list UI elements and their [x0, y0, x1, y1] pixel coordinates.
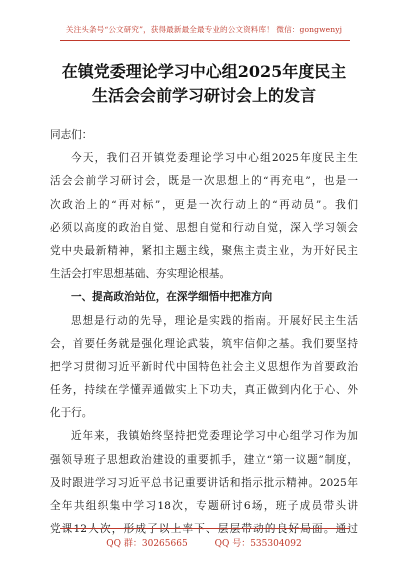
paragraph-1-line: 今天，我们召开镇党委理论学习中心组2025年度民主生 — [71, 152, 358, 165]
footer-qq-group: QQ 群：30265665 — [106, 539, 188, 549]
paragraph-2-line: 会，首要任务就是强化理论武装，筑牢信仰之基。我们要坚持 — [50, 337, 358, 350]
paragraph-3-line: 党课12人次，形成了以上率下、层层带动的良好局面。通过 — [50, 523, 358, 536]
document-body — [50, 124, 358, 541]
title-line-2: 生活会会前学习研讨会上的发言 — [91, 86, 316, 105]
paragraph-1-line: 党中央最新精神，紧扣主题主线，聚焦主责主业，为开好民主 — [50, 244, 358, 257]
paragraph-3-line: 全年共组织集中学习18次，专题研讨6场，班子成员带头讲 — [50, 500, 358, 512]
bottom-divider — [60, 528, 350, 529]
section-heading-1: 一、提高政治站位，在深学细悟中把准方向 — [71, 291, 273, 304]
footer-qq-number: QQ 号：535304092 — [214, 539, 302, 549]
paragraph-1-line: 次政治上的“再对标”，更是一次行动上的“再动员”。我们 — [50, 198, 358, 211]
title-line-1: 在镇党委理论学习中心组2025年度民主 — [61, 62, 347, 81]
paragraph-2-line: 化于行。 — [50, 407, 93, 420]
top-divider — [60, 40, 350, 41]
paragraph-3-line: 及时跟进学习习近平总书记重要讲话和指示批示精神。2025年 — [50, 476, 358, 489]
paragraph-3-line: 强领导班子思想政治建设的重要抓手，建立“第一议题”制度， — [50, 453, 358, 466]
paragraph-1-line: 活会会前学习研讨会，既是一次思想上的“再充电”，也是一 — [50, 175, 358, 188]
paragraph-1-line: 生活会打牢思想基础、夯实理论根基。 — [50, 268, 231, 281]
paragraph-2-line: 任务，持续在学懂弄通做实上下功夫，真正做到内化于心、外 — [50, 384, 358, 397]
document-title — [0, 60, 408, 108]
top-banner: 关注头条号“公文研究”，获得最新最全最专业的公文资料库！ 微信：gongwenyj — [65, 25, 343, 34]
paragraph-1-line: 必须以高度的政治自觉、思想自觉和行动自觉，深入学习领会 — [50, 221, 358, 234]
footer — [0, 536, 408, 549]
paragraph-2-line: 把学习贯彻习近平新时代中国特色社会主义思想作为首要政治 — [50, 360, 358, 373]
paragraph-3-line: 近年来，我镇始终坚持把党委理论学习中心组学习作为加 — [71, 430, 358, 443]
salutation: 同志们： — [50, 129, 93, 141]
paragraph-2-line: 思想是行动的先导，理论是实践的指南。开展好民主生活 — [71, 314, 358, 327]
